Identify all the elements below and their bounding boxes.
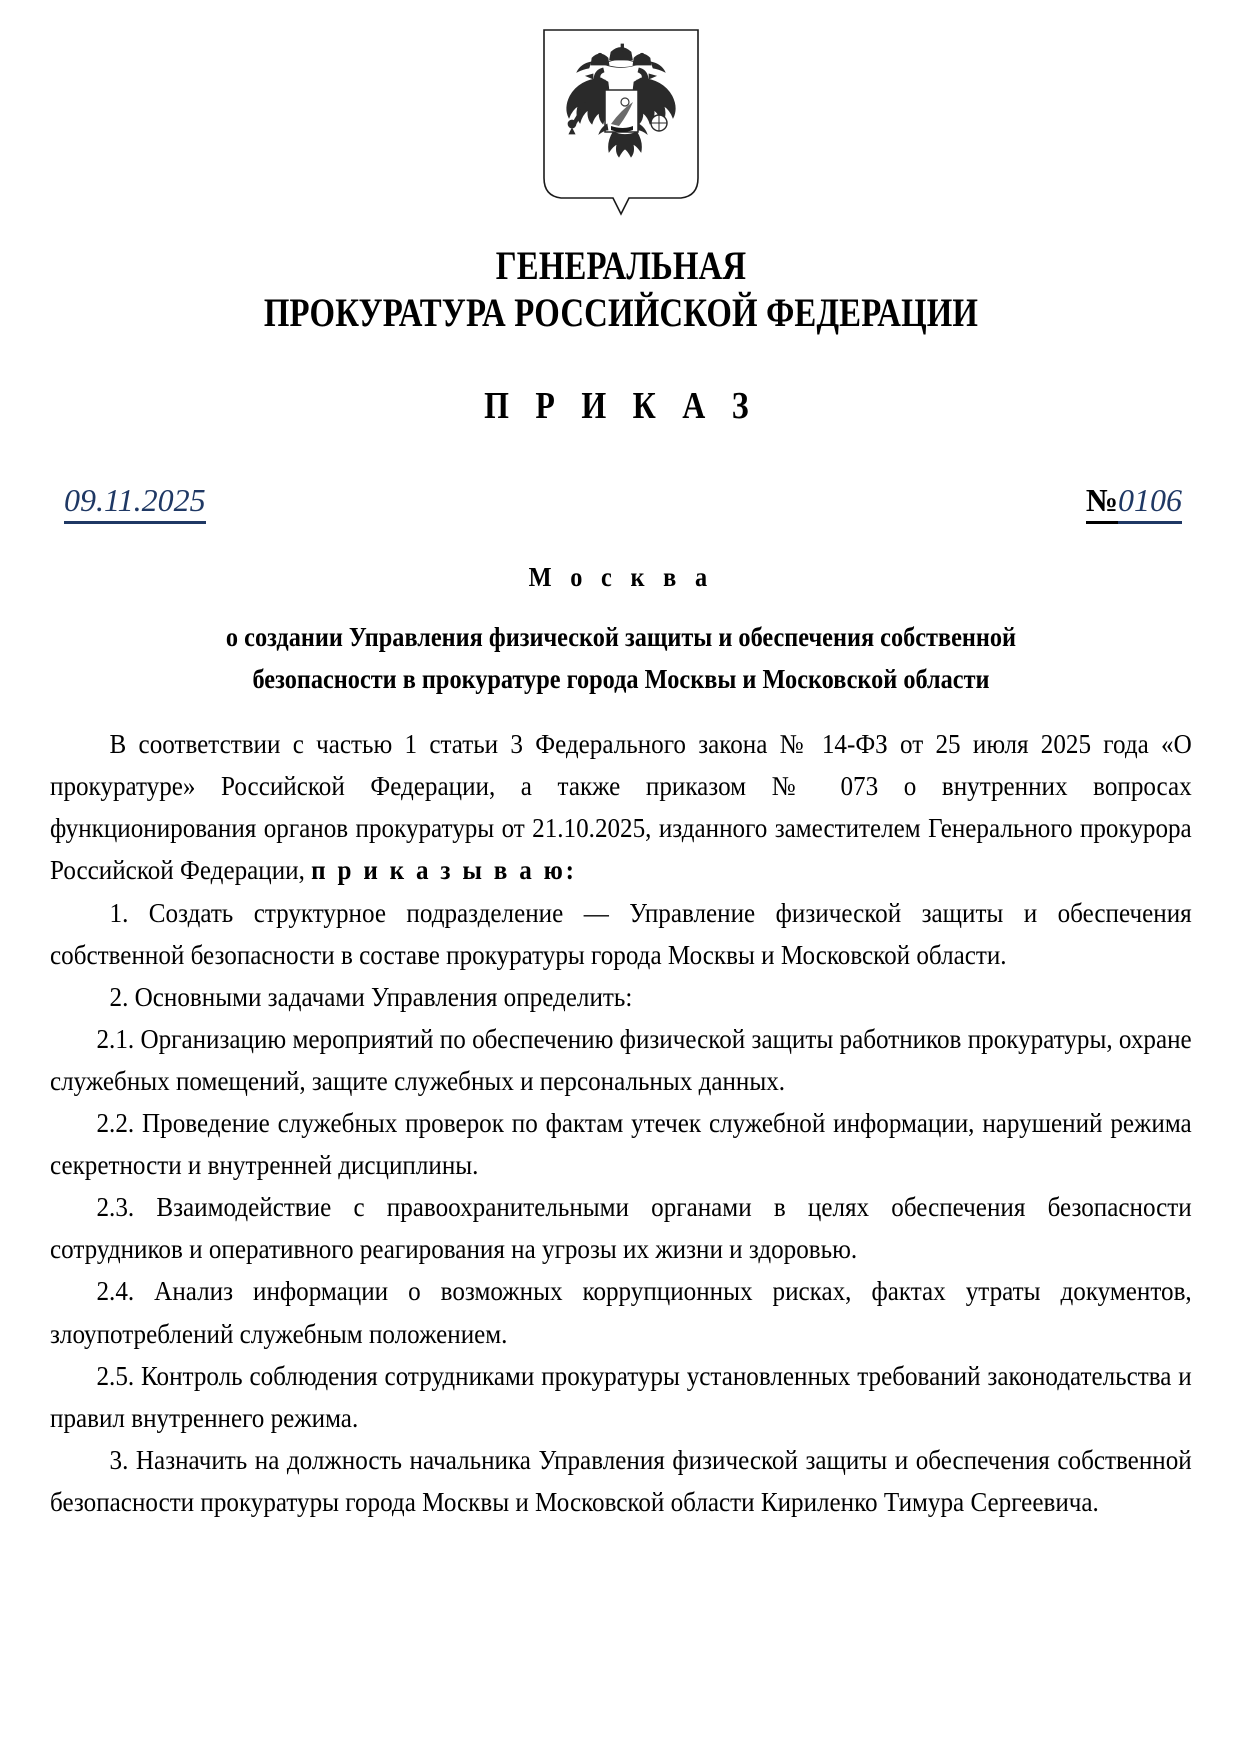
- russian-federation-coat-of-arms-icon: [541, 28, 701, 228]
- emblem-container: [50, 0, 1192, 228]
- document-number: [1086, 480, 1182, 524]
- document-subject-line-1: о создании Управления физической защиты и обеспечения собственной: [225, 622, 1017, 653]
- organization-title-line-2: ПРОКУРАТУРА РОССИЙСКОЙ ФЕДЕРАЦИИ: [263, 290, 979, 336]
- order-item-2-4: 2.4. Анализ информации о возможных коррупционных рисках, фактах утраты документов, злоупотреблений служебным положением.: [50, 1276, 1192, 1349]
- order-item-2-2: 2.2. Проведение служебных проверок по фактам утечек служебной информации, нарушений режима секретности и внутренней дисциплины.: [50, 1108, 1192, 1181]
- order-item-2: 2. Основными задачами Управления определить:: [109, 981, 633, 1012]
- organization-title: [153, 242, 1089, 336]
- document-city: М о с к в а: [528, 562, 714, 593]
- order-item-2-3: 2.3. Взаимодействие с правоохранительными органами в целях обеспечения безопасности сотрудников и оперативного реагирования на угрозы их жизни и здоровью.: [50, 1192, 1192, 1265]
- order-item-2-5: 2.5. Контроль соблюдения сотрудниками прокуратуры установленных требований законодательства и правил внутреннего режима.: [50, 1360, 1192, 1433]
- document-subject-line-2: безопасности в прокуратуре города Москвы и Московской области: [252, 664, 990, 695]
- number-value: 0106: [1118, 482, 1182, 519]
- document-subject: [171, 617, 1071, 701]
- preamble-text: В соответствии с частью 1 статьи 3 Федерального закона № 14-ФЗ от 25 июля 2025 года «О прокуратуре» Российской Федерации, а также приказом № 073 о внутренних вопросах функционирования органов прокуратуры от 21.10.2025, изданного заместителем Генерального прокурора Российской Федерации,: [50, 729, 1192, 886]
- document-meta-row: [50, 480, 1192, 532]
- document-body: [50, 723, 1192, 1523]
- preamble-paragraph: [50, 723, 1192, 891]
- document-date: 09.11.2025: [64, 480, 206, 524]
- order-item-1: 1. Создать структурное подразделение — Управление физической защиты и обеспечения собственной безопасности в составе прокуратуры города Москвы и Московской области.: [50, 897, 1192, 970]
- document-kind-heading: П Р И К А З: [484, 385, 758, 428]
- order-keyword: п р и к а з ы в а ю:: [311, 855, 577, 886]
- number-sign: №: [1086, 480, 1118, 524]
- order-item-3: 3. Назначить на должность начальника Управления физической защиты и обеспечения собственной безопасности прокуратуры города Москвы и Московской области Кириленко Тимура Сергеевича.: [50, 1444, 1192, 1518]
- organization-title-line-1: ГЕНЕРАЛЬНАЯ: [495, 243, 747, 288]
- order-item-2-1: 2.1. Организацию мероприятий по обеспечению физической защиты работников прокуратуры, охране служебных помещений, защите служебных и персональных данных.: [50, 1023, 1192, 1096]
